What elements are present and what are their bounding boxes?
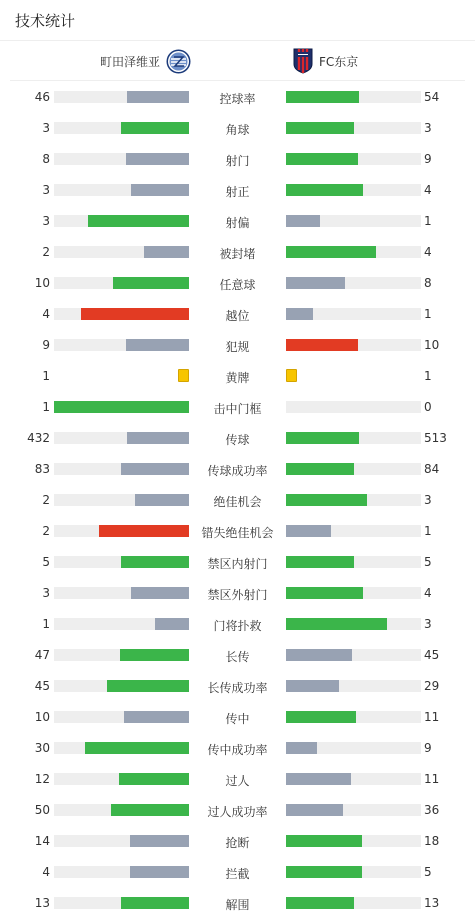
away-stat-value: 10 [424,338,440,352]
home-stat-bar-fill [135,494,189,506]
home-stat-value: 3 [42,183,50,197]
home-stat-bar [54,866,189,878]
stat-name: 任意球 [219,278,256,292]
away-stat-bar-fill [286,649,352,661]
home-stat-bar [54,525,189,537]
stat-name: 控球率 [219,92,256,106]
stat-name: 越位 [225,309,250,323]
home-stat-bar [54,556,189,568]
stat-row [0,763,475,794]
away-yellow-card-icon [286,369,297,382]
away-stat-bar-fill [286,587,363,599]
home-stat-bar [54,463,189,475]
away-team[interactable] [293,46,358,76]
fc-tokyo-crest-icon [293,48,313,74]
home-stat-bar-fill [111,804,189,816]
home-stat-bar [54,339,189,351]
home-stat-bar-fill [85,742,189,754]
home-stat-bar [54,897,189,909]
home-stat-value: 46 [34,90,50,104]
home-stat-bar [54,835,189,847]
away-stat-bar [286,184,421,196]
away-stat-value: 3 [424,493,432,507]
away-stat-value: 45 [424,648,440,662]
home-stat-value: 10 [34,276,50,290]
away-stat-bar-fill [286,432,359,444]
away-stat-bar [286,649,421,661]
home-stat-bar-fill [54,401,189,413]
away-stat-bar [286,215,421,227]
home-stat-value: 83 [34,462,50,476]
home-stat-bar [54,649,189,661]
home-stat-bar [54,215,189,227]
stat-name: 黄牌 [225,371,250,385]
stat-name: 拦截 [225,867,250,881]
away-stat-bar [286,339,421,351]
home-stat-value: 10 [34,710,50,724]
stat-name: 传球 [225,433,250,447]
away-stat-value: 1 [424,214,432,228]
stat-row [0,329,475,360]
stat-row [0,608,475,639]
home-stat-bar-fill [81,308,189,320]
home-stat-bar [54,153,189,165]
away-stat-bar [286,277,421,289]
away-stat-bar-fill [286,91,359,103]
home-stat-bar-fill [113,277,189,289]
stat-name: 禁区内射门 [207,557,268,571]
away-stat-value: 36 [424,803,440,817]
home-stat-value: 47 [34,648,50,662]
stat-row [0,360,475,391]
home-stat-value: 3 [42,214,50,228]
home-stat-bar-fill [126,153,189,165]
home-stat-value: 2 [42,524,50,538]
away-stat-value: 5 [424,555,432,569]
away-stat-bar [286,246,421,258]
home-stat-bar [54,587,189,599]
home-stat-bar-fill [121,122,189,134]
away-stat-bar [286,525,421,537]
home-stat-bar-fill [107,680,189,692]
away-stat-bar-fill [286,277,345,289]
stat-row [0,453,475,484]
home-stat-bar [54,742,189,754]
home-stat-bar-fill [126,339,189,351]
stat-name: 过人成功率 [207,805,268,819]
home-stat-value: 3 [42,586,50,600]
stat-row [0,205,475,236]
stat-name: 禁区外射门 [207,588,268,602]
away-stat-bar-fill [286,804,343,816]
home-stat-value: 4 [42,307,50,321]
home-stat-bar-fill [121,556,189,568]
home-stat-bar [54,122,189,134]
away-stat-bar [286,897,421,909]
home-stat-bar [54,680,189,692]
home-stat-value: 30 [34,741,50,755]
home-stat-value: 2 [42,493,50,507]
stat-name: 抢断 [225,836,250,850]
home-stat-value: 5 [42,555,50,569]
away-stat-bar-fill [286,122,354,134]
stat-name: 击中门框 [213,402,262,416]
away-stat-bar-fill [286,463,354,475]
away-stat-bar-fill [286,246,376,258]
home-stat-value: 1 [42,617,50,631]
home-stat-value: 432 [27,431,50,445]
stat-row [0,143,475,174]
away-stat-bar-fill [286,711,356,723]
away-stat-bar [286,804,421,816]
away-stat-value: 54 [424,90,440,104]
home-stat-value: 50 [34,803,50,817]
stat-row [0,577,475,608]
away-stat-bar-fill [286,773,351,785]
stat-name: 解围 [225,898,250,912]
home-yellow-card-icon [178,369,189,382]
away-stat-bar-fill [286,184,363,196]
home-stat-value: 45 [34,679,50,693]
stat-name: 过人 [225,774,250,788]
stats-list [0,81,475,918]
stat-row [0,546,475,577]
home-team[interactable] [100,46,191,76]
stat-row [0,825,475,856]
away-stat-value: 1 [424,524,432,538]
away-stat-bar [286,773,421,785]
home-stat-bar-fill [127,91,189,103]
home-stat-bar [54,494,189,506]
away-stat-bar-fill [286,153,358,165]
away-stat-value: 1 [424,307,432,321]
home-stat-bar [54,711,189,723]
away-stat-value: 5 [424,865,432,879]
stat-name: 错失绝佳机会 [201,526,274,540]
home-stat-bar [54,432,189,444]
home-stat-bar-fill [131,184,189,196]
away-stat-bar [286,494,421,506]
stat-name: 门将扑救 [213,619,262,633]
stat-row [0,701,475,732]
stat-name: 长传 [225,650,250,664]
away-stat-value: 18 [424,834,440,848]
home-stat-value: 9 [42,338,50,352]
machida-zelvia-crest-icon [166,49,191,74]
stat-row [0,515,475,546]
away-stat-value: 4 [424,586,432,600]
away-stat-bar [286,463,421,475]
home-stat-value: 12 [34,772,50,786]
home-stat-bar-fill [88,215,189,227]
home-stat-bar-fill [155,618,189,630]
home-stat-bar-fill [130,835,189,847]
away-stat-bar-fill [286,835,362,847]
away-stat-bar-fill [286,897,354,909]
away-stat-bar-fill [286,308,313,320]
home-stat-bar-fill [99,525,189,537]
stat-row [0,236,475,267]
stat-name: 传中 [225,712,250,726]
stat-name: 被封堵 [219,247,256,261]
away-stat-value: 8 [424,276,432,290]
away-stat-bar [286,711,421,723]
home-stat-bar-fill [119,773,189,785]
home-stat-bar [54,773,189,785]
home-stat-bar [54,91,189,103]
home-stat-bar-fill [121,897,189,909]
away-stat-value: 0 [424,400,432,414]
stat-name: 角球 [225,123,250,137]
home-stat-value: 2 [42,245,50,259]
home-stat-value: 13 [34,896,50,910]
away-stat-bar-fill [286,215,320,227]
stat-name: 传球成功率 [207,464,268,478]
stat-name: 传中成功率 [207,743,268,757]
away-team-name: FC东京 [319,54,359,69]
away-stat-bar [286,742,421,754]
away-stat-bar-fill [286,525,331,537]
home-stat-bar [54,184,189,196]
home-stat-bar [54,277,189,289]
stat-name: 长传成功率 [207,681,268,695]
home-stat-bar-fill [127,432,189,444]
away-stat-value: 84 [424,462,440,476]
home-stat-bar-fill [124,711,189,723]
away-stat-value: 3 [424,121,432,135]
away-stat-value: 1 [424,369,432,383]
home-stat-bar-fill [120,649,189,661]
home-stat-value: 14 [34,834,50,848]
away-stat-value: 9 [424,152,432,166]
stat-name: 射门 [225,154,250,168]
away-stat-bar-fill [286,556,354,568]
home-team-name: 町田泽维亚 [100,54,161,69]
stat-row [0,732,475,763]
away-stat-bar [286,122,421,134]
stat-row [0,856,475,887]
home-stat-value: 8 [42,152,50,166]
stat-row [0,794,475,825]
home-stat-bar [54,401,189,413]
away-stat-bar-fill [286,680,339,692]
stat-row [0,298,475,329]
title-divider [0,40,475,41]
away-stat-value: 9 [424,741,432,755]
home-stat-value: 4 [42,865,50,879]
away-stat-value: 11 [424,710,440,724]
away-stat-bar [286,866,421,878]
stat-name: 射偏 [225,216,250,230]
stat-row [0,887,475,918]
away-stat-bar [286,153,421,165]
home-stat-bar-fill [131,587,189,599]
away-stat-bar-fill [286,866,362,878]
stat-name: 犯规 [225,340,250,354]
stat-row [0,112,475,143]
stat-row [0,484,475,515]
stat-row [0,670,475,701]
stat-name: 绝佳机会 [213,495,262,509]
away-stat-bar [286,835,421,847]
away-stat-value: 4 [424,183,432,197]
away-stat-value: 29 [424,679,440,693]
away-stat-bar [286,587,421,599]
away-stat-bar [286,91,421,103]
home-stat-bar [54,804,189,816]
home-stat-bar [54,618,189,630]
stat-row [0,174,475,205]
home-stat-bar-fill [121,463,189,475]
away-stat-value: 513 [424,431,447,445]
away-stat-bar [286,618,421,630]
away-stat-value: 4 [424,245,432,259]
stat-row [0,422,475,453]
stat-row [0,391,475,422]
stat-row [0,639,475,670]
home-stat-value: 1 [42,400,50,414]
home-stat-bar [54,308,189,320]
home-stat-value: 3 [42,121,50,135]
away-stat-bar-fill [286,339,358,351]
stat-name: 射正 [225,185,250,199]
home-stat-bar-fill [130,866,189,878]
page-title: 技术统计 [15,12,76,30]
away-stat-bar [286,556,421,568]
away-stat-bar [286,308,421,320]
stat-row [0,267,475,298]
away-stat-value: 11 [424,772,440,786]
stat-row [0,81,475,112]
away-stat-bar [286,680,421,692]
away-stat-bar [286,401,421,413]
away-stat-bar-fill [286,618,387,630]
away-stat-bar-fill [286,742,317,754]
home-stat-bar [54,246,189,258]
away-stat-bar [286,432,421,444]
away-stat-value: 3 [424,617,432,631]
away-stat-bar-fill [286,494,367,506]
home-stat-bar-fill [144,246,189,258]
away-stat-value: 13 [424,896,440,910]
home-stat-value: 1 [42,369,50,383]
